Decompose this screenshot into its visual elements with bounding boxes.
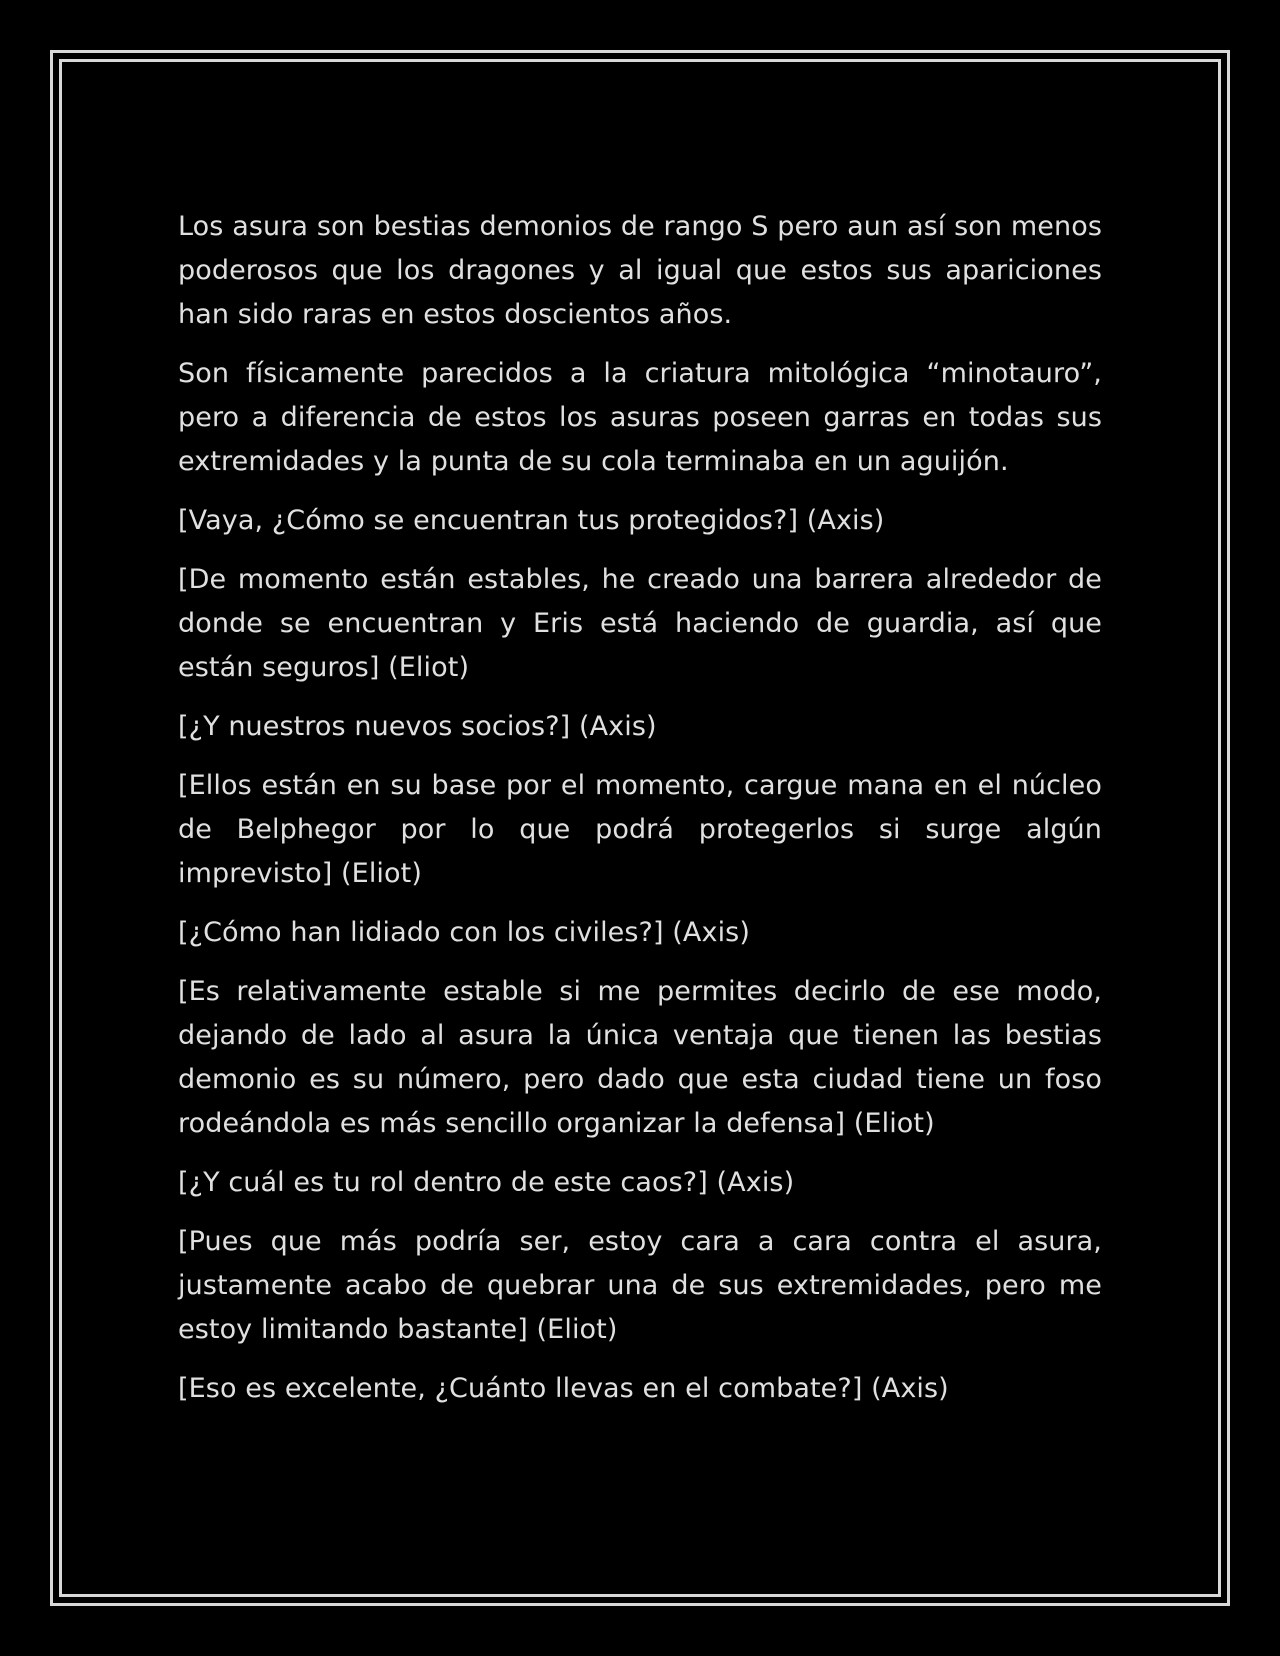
dialogue-line: [Es relativamente estable si me permites decirlo de ese modo, dejando de lado al asura la única ventaja que tienen las bestias demonio es su número, pero dado que esta ciudad tiene un foso rodeándola es más sencillo organizar la defensa] (Eliot)	[178, 976, 1102, 1139]
dialogue-line: [De momento están estables, he creado una barrera alrededor de donde se encuentran y Eris está haciendo de guardia, así que están seguros] (Eliot)	[178, 564, 1102, 683]
paragraph-asura-appearance: Son físicamente parecidos a la criatura mitológica “minotauro”, pero a diferencia de estos los asuras poseen garras en todas sus extremidades y la punta de su cola terminaba en un aguijón.	[178, 358, 1102, 477]
dialogue-line: [Vaya, ¿Cómo se encuentran tus protegidos?] (Axis)	[178, 505, 885, 536]
dialogue-line: [Ellos están en su base por el momento, cargue mana en el núcleo de Belphegor por lo que podrá protegerlos si surge algún imprevisto] (Eliot)	[178, 770, 1102, 889]
text-body	[178, 205, 1102, 1426]
dialogue-line: [Pues que más podría ser, estoy cara a cara contra el asura, justamente acabo de quebrar una de sus extremidades, pero me estoy limitando bastante] (Eliot)	[178, 1226, 1102, 1345]
paragraph-asura-description: Los asura son bestias demonios de rango S pero aun así son menos poderosos que los dragones y al igual que estos sus apariciones han sido raras en estos doscientos años.	[178, 211, 1102, 330]
dialogue-line: [Eso es excelente, ¿Cuánto llevas en el combate?] (Axis)	[178, 1373, 949, 1404]
dialogue-line: [¿Cómo han lidiado con los civiles?] (Axis)	[178, 917, 750, 948]
dialogue-line: [¿Y nuestros nuevos socios?] (Axis)	[178, 711, 657, 742]
dialogue-line: [¿Y cuál es tu rol dentro de este caos?] (Axis)	[178, 1167, 795, 1198]
